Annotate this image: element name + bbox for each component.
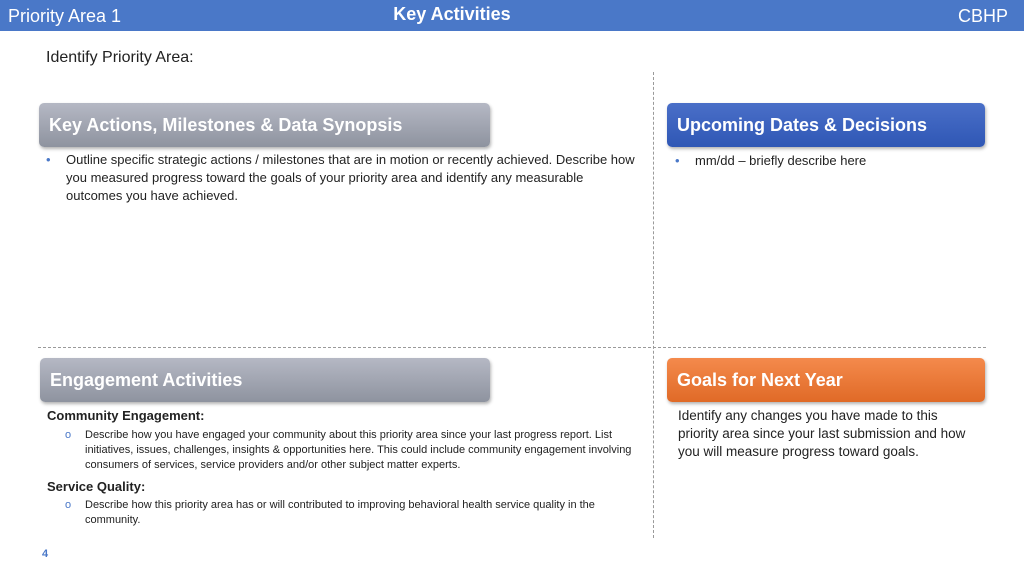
upcoming-dates-header: Upcoming Dates & Decisions xyxy=(667,103,985,147)
service-quality-heading: Service Quality: xyxy=(47,479,146,494)
goals-next-year-header: Goals for Next Year xyxy=(667,358,985,402)
community-engagement-heading: Community Engagement: xyxy=(47,408,205,423)
circle-bullet-icon: o xyxy=(65,499,72,511)
horizontal-divider xyxy=(38,347,986,348)
community-engagement-item xyxy=(47,428,637,473)
key-actions-list xyxy=(46,151,636,205)
slide-title: Key Activities xyxy=(393,4,511,24)
list-item xyxy=(46,151,636,205)
community-engagement-text: Describe how you have engaged your community about this priority area since your last progress report. List initiatives, issues, challenges, insights & opportunities here. This could include community engagement involving consumers of services, service providers and/or other subject matter experts. xyxy=(85,429,632,471)
key-actions-text: Outline specific strategic actions / milestones that are in motion or recently achieved. Describe how you measured progress toward the goals of your priority area and identify any measurable outcomes you have achieved. xyxy=(66,152,635,203)
identify-priority-area-label: Identify Priority Area: xyxy=(46,49,194,66)
bullet-icon: • xyxy=(675,153,680,168)
engagement-activities-header: Engagement Activities xyxy=(40,358,490,402)
service-quality-item xyxy=(47,498,637,528)
circle-bullet-icon: o xyxy=(65,429,72,441)
service-quality-text: Describe how this priority area has or will contributed to improving behavioral health service quality in the community. xyxy=(85,499,595,526)
header-bar xyxy=(0,0,1024,31)
page-number: 4 xyxy=(42,548,49,560)
organization-label: CBHP xyxy=(957,6,1008,26)
list-item xyxy=(675,152,975,170)
key-actions-header: Key Actions, Milestones & Data Synopsis xyxy=(39,103,490,147)
vertical-divider xyxy=(653,72,654,538)
goals-next-year-text: Identify any changes you have made to this priority area since your last submission and how you will measure progress toward goals. xyxy=(678,408,966,459)
bullet-icon: • xyxy=(46,152,51,167)
upcoming-dates-text: mm/dd – briefly describe here xyxy=(695,153,867,168)
priority-area-label: Priority Area 1 xyxy=(8,6,122,26)
upcoming-dates-list xyxy=(675,152,975,170)
